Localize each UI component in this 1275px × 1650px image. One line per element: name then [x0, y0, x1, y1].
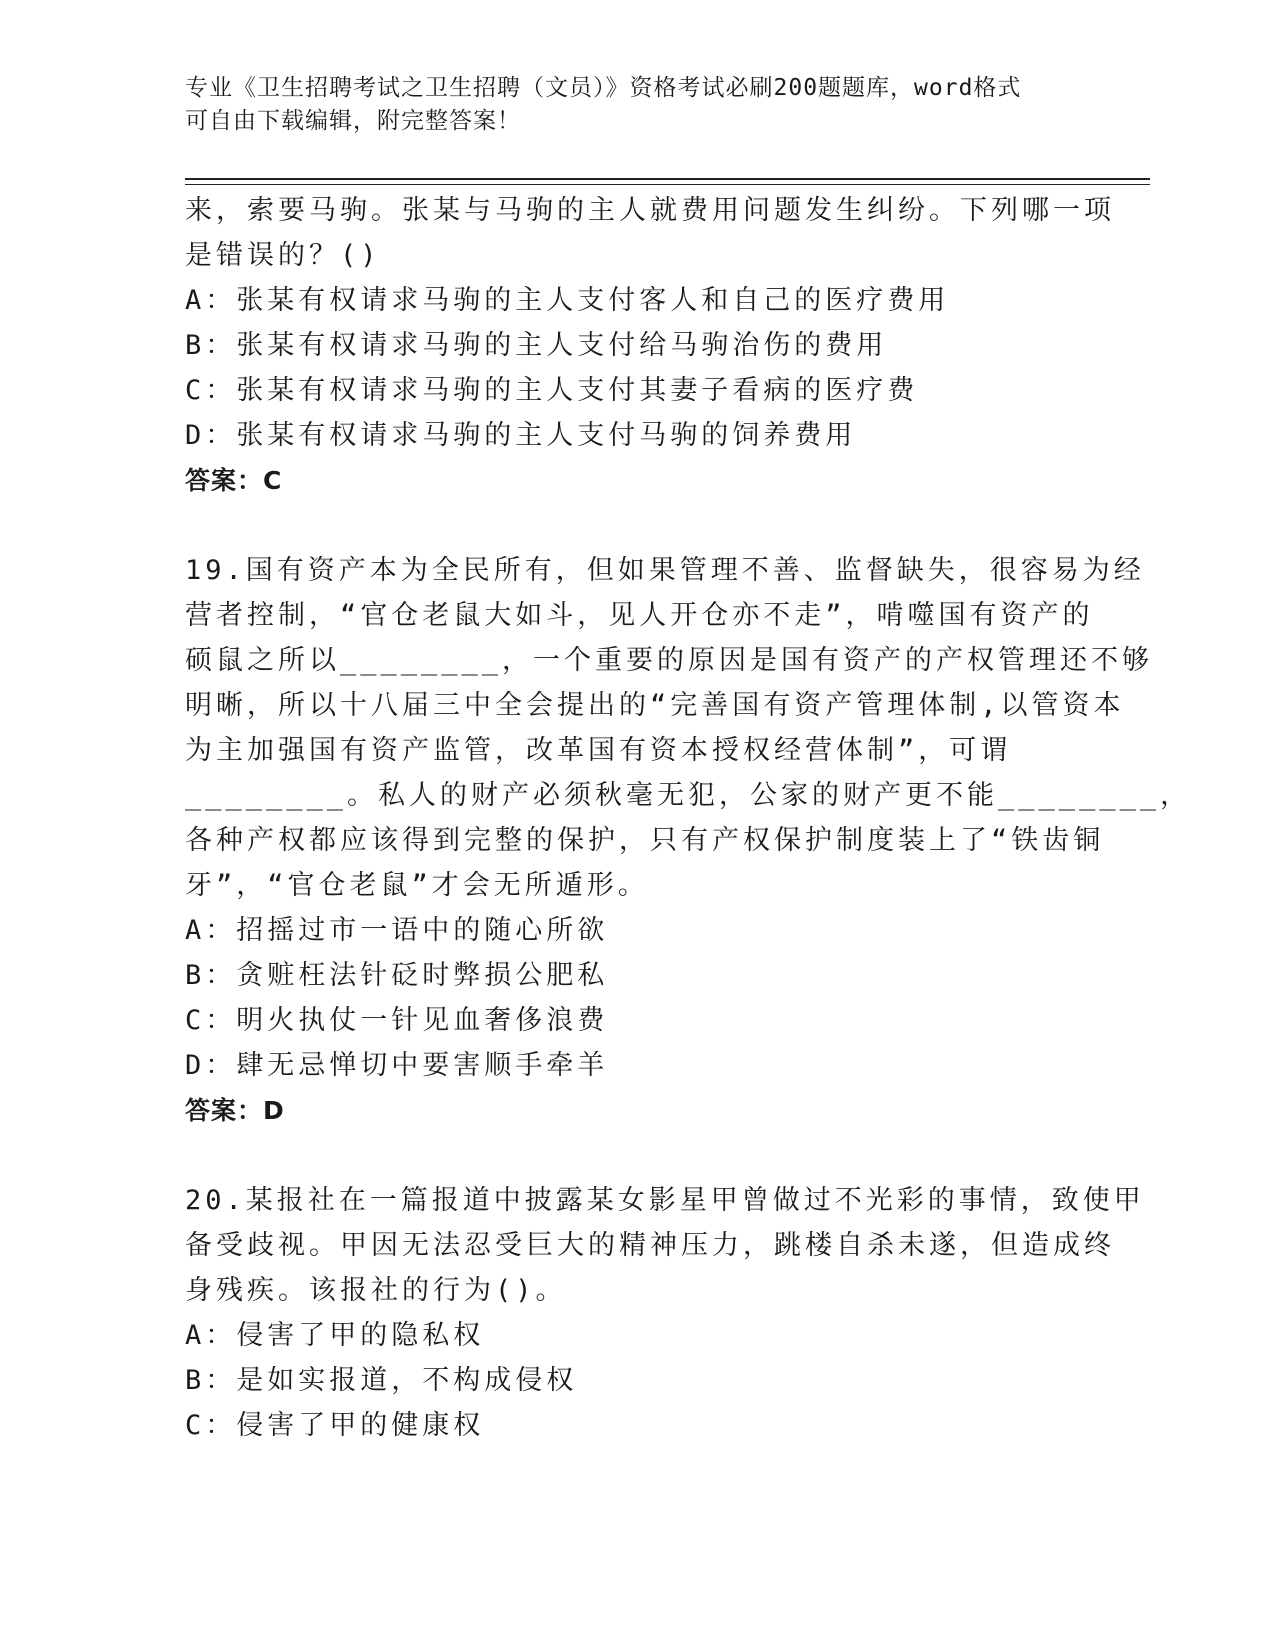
option-c: C：明火执仗一针见血奢侈浪费 [185, 1005, 609, 1036]
question-stem-line: 备受歧视。甲因无法忍受巨大的精神压力，跳楼自杀未遂，但造成终 [185, 1230, 1115, 1261]
option-b: B：张某有权请求马驹的主人支付给马驹治伤的费用 [185, 330, 888, 361]
option-c: C：张某有权请求马驹的主人支付其妻子看病的医疗费 [185, 375, 919, 406]
question-stem-line: 为主加强国有资产监管，改革国有资本授权经营体制”，可谓 [185, 735, 1012, 766]
option-d: D：张某有权请求马驹的主人支付马驹的饲养费用 [185, 420, 857, 451]
option-c: C：侵害了甲的健康权 [185, 1410, 485, 1441]
question-20 [185, 1178, 1145, 1448]
question-stem-line: 来，索要马驹。张某与马驹的主人就费用问题发生纠纷。下列哪一项 [185, 195, 1115, 226]
header-title-line-1: 专业《卫生招聘考试之卫生招聘（文员）》资格考试必刷200题题库，word格式 [185, 75, 1022, 101]
question-19 [185, 548, 1192, 1133]
answer-label: 答案：C [185, 466, 283, 495]
option-a: A：张某有权请求马驹的主人支付客人和自己的医疗费用 [185, 285, 950, 316]
question-stem-line: 牙”，“官仓老鼠”才会无所遁形。 [185, 870, 649, 901]
question-stem-line: 各种产权都应该得到完整的保护，只有产权保护制度装上了“铁齿铜 [185, 825, 1105, 856]
document-body [185, 188, 1192, 1448]
question-stem-line: 20.某报社在一篇报道中披露某女影星甲曾做过不光彩的事情，致使甲 [185, 1185, 1145, 1216]
question-stem-line: 19.国有资产本为全民所有，但如果管理不善、监督缺失，很容易为经 [185, 555, 1145, 586]
option-b: B：贪赃枉法针砭时弊损公肥私 [185, 960, 609, 991]
question-stem-line: 是错误的？() [185, 240, 381, 271]
question-spacer [185, 503, 1075, 548]
option-d: D：肆无忌惮切中要害顺手牵羊 [185, 1050, 609, 1081]
option-a: A：侵害了甲的隐私权 [185, 1320, 485, 1351]
option-a: A：招摇过市一语中的随心所欲 [185, 915, 609, 946]
question-spacer [185, 1133, 1075, 1178]
question-stem-line: 身残疾。该报社的行为()。 [185, 1275, 567, 1306]
answer-label: 答案：D [185, 1096, 285, 1125]
header-divider-thin [185, 184, 1150, 185]
header-title-line-2: 可自由下载编辑，附完整答案！ [185, 108, 521, 134]
question-stem-line: 营者控制，“官仓老鼠大如斗，见人开仓亦不走”，啃噬国有资产的 [185, 600, 1094, 631]
question-stem-line: 明晰，所以十八届三中全会提出的“完善国有资产管理体制,以管资本 [185, 690, 1125, 721]
header-divider-thick [185, 178, 1150, 180]
question-18 [185, 188, 1115, 503]
option-b: B：是如实报道，不构成侵权 [185, 1365, 578, 1396]
question-stem-line: ________。私人的财产必须秋毫无犯，公家的财产更不能________， [185, 780, 1192, 811]
question-stem-line: 硕鼠之所以________，一个重要的原因是国有资产的产权管理还不够 [185, 645, 1154, 676]
page-header [185, 72, 1065, 138]
